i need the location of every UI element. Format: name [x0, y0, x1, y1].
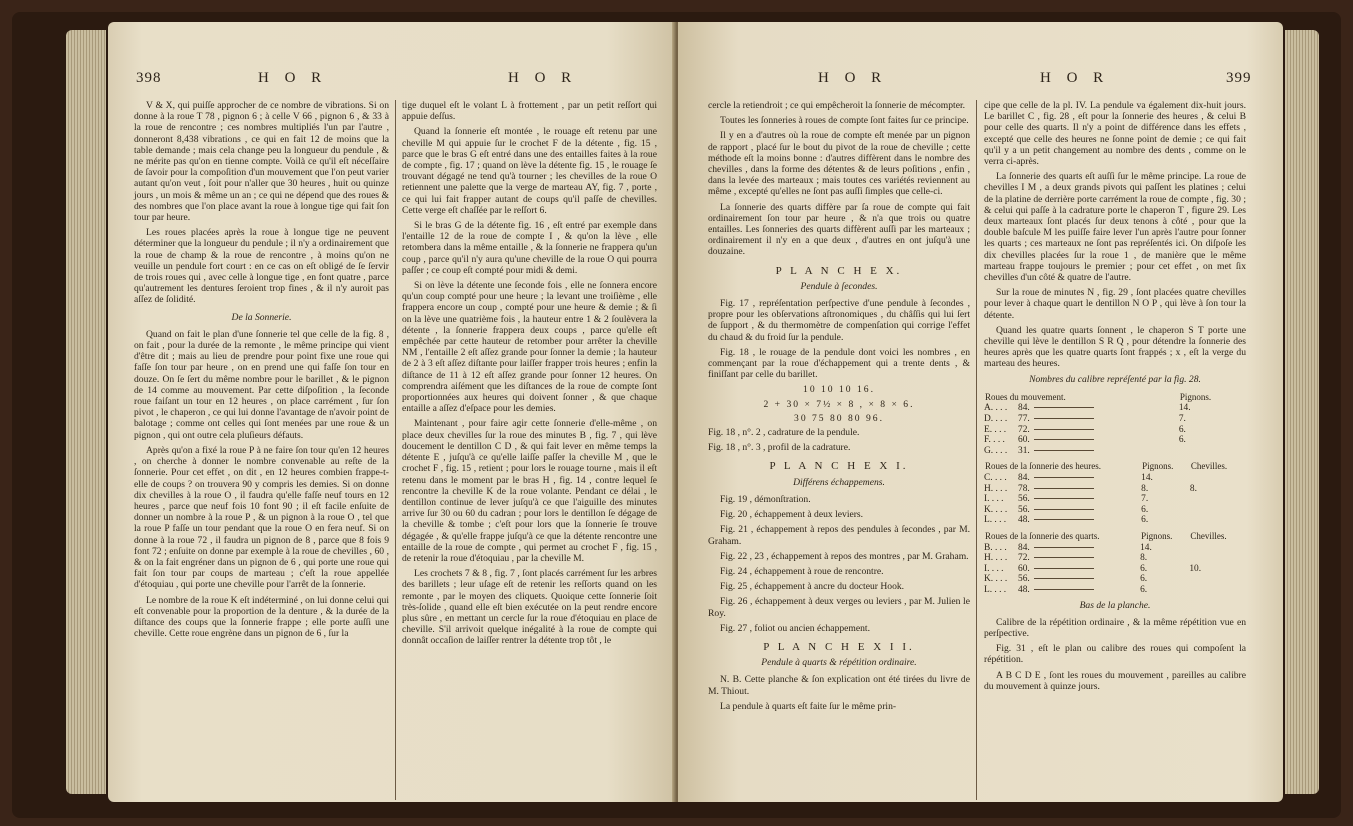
wheel-teeth: [1018, 494, 1141, 505]
teeth-value: 56.: [1018, 574, 1030, 585]
paragraph: Maintenant , pour faire agir cette ſonnerie d'elle-même , on place deux chevilles ſur la roue des minutes B , fig. 7 , qui lève doucement le dentillon C D , & qui fait lever en même temps la détente E , juſqu'à ce qu'elle laiſſe paſſer la cheville M , que le crochet F , fig. 15 , retient ; pour lors le rouage tourne , mais il eſt retenu dans le moment par le bras H , fig. 14 , contre lequel ſe rencontre la cheville K de la roue volante. Pendant ce délai , le dentillon continue de lever juſqu'à ce que l'aiguille des minutes arrive ſur 30 ou 60 du cadran ; pour lors le dentillon ſe dégage de la cheville & tombe ; c'eſt pour lors que la ſonnerie ſe trouve dégagée , & qu'elle frappe juſqu'à ce que la détente rencontre une entaille de la roue de compte , qui permet au crochet F , fig. 15 , de retenir la roue d'étoquiau , par la cheville M.: [402, 418, 657, 564]
wheel-letter: A. . . .: [984, 403, 1008, 414]
pinion-value: 14.: [1178, 403, 1191, 414]
table-row: [984, 484, 1246, 495]
wheel-teeth: [1018, 473, 1141, 484]
table-title: Roues de la ſonnerie des heures.: [985, 461, 1101, 472]
pinion-value: 6.: [1141, 504, 1149, 515]
running-head-left-b: H O R: [508, 70, 578, 86]
section-heading: De la Sonnerie.: [231, 311, 292, 323]
pinion-value: 6.: [1178, 424, 1186, 435]
paragraph: Toutes les ſonneries à roues de compte ſont faites ſur ce principe.: [720, 115, 969, 127]
wheel-teeth: [1018, 403, 1179, 414]
paragraph: Les crochets 7 & 8 , fig. 7 , ſont placés carrément ſur les arbres des barillets ; leur uſage eſt de retenir les reſſorts quand on les remonte , par le moyen des cliquets. Quoique cette ſonnerie ſoit très-ſolide , quand elle eſt bien exécutée on la peut rendre encore plus sûre , en mettant un cercle ſur la roue d'étoquiau en place de cheville. S'il arrivoit quelque inégalité à la roue de compte qui donnât occaſion de laiſſer rentrer la détente trop tôt , le: [402, 568, 657, 647]
pin-count-value: 10.: [1189, 563, 1202, 574]
pin-count-value: [1189, 574, 1246, 585]
table-row: [984, 403, 1246, 414]
paragraph: Fig. 21 , échappement à repos des pendules à ſecondes , par M. Graham.: [708, 524, 970, 547]
paragraph: V & X, qui puiſſe approcher de ce nombre de vibrations. Si on donne à la roue T 78 , pignon 6 ; à celle V 66 , pignon 6 , & 33 à la roue de rencontre ; ces nombres multipliés l'un par l'autre , donneront 8,438 vibrations , ce qui en fait 12 de moins que la table demande ; mais cela change peu la longueur du pendule , & ne mérite pas qu'on en tienne compte. Voilà ce qu'il eſt néceſſaire de ſavoir pour la compoſition d'un mouvement que l'on peut varier autant qu'on veut , ſoit pour n'aller que 30 heures , huit ou quinze jours , un mois & même un an ; ce qui ne dépend que des roues & des nombres que l'on place avant la roue à longue tige qui fait ſon tour par heure.: [134, 100, 389, 224]
wheel-letter: C. . . .: [984, 473, 1007, 484]
table-header-pignons: Pignons.: [1141, 531, 1173, 541]
pinion-value: [1179, 446, 1246, 457]
right-page: [678, 22, 1283, 802]
paragraph: Il y en a d'autres où la roue de compte eſt menée par un pignon de rapport , placé ſur le bout du pivot de la roue de cheville ; cette méthode eſt la moins bonne : d'autres diffèrent dans le nombre des chevilles , dans la forme des détentes & de leurs poſitions , enfin , dans la levée des marteaux ; mais toutes ces variétés reviennent au même , excepté qu'elles ne ſont pas auſſi ſimples que celle-ci.: [708, 130, 970, 198]
left-page-edges: [66, 30, 106, 794]
pinion-value: 7.: [1178, 414, 1186, 425]
wheel-teeth: [1018, 425, 1179, 436]
plate-heading: P L A N C H E X I.: [769, 460, 909, 473]
paragraph: Fig. 24 , échappement à roue de rencontre.: [720, 565, 884, 577]
teeth-value: 48.: [1018, 515, 1030, 526]
table-header-pignons: Pignons.: [1179, 391, 1212, 402]
paragraph: cipe que celle de la pl. IV. La pendule va également dix-huit jours. Le barillet C , fig. 28 , eſt pour la ſonnerie des heures , & celui B pour celle des quarts. Il n'y a point de différence dans les effets , excepté que celle des heures ne ſonne point de demie ; ce qui fait qu'il y a un petit changement au nombre des dents , comme on le verra ci-après.: [984, 100, 1246, 168]
wheel-letter: F. . . .: [984, 435, 1005, 446]
running-head-left-a: H O R: [258, 70, 328, 86]
paragraph: Fig. 18 , n°. 3 , profil de la cadrature.: [708, 442, 851, 454]
wheel-teeth: [1018, 515, 1141, 526]
right-column-2: [984, 100, 1246, 696]
wheel-letter: L. . . .: [984, 515, 1007, 526]
pinion-value: 6.: [1140, 563, 1148, 574]
wheel-teeth: [1018, 446, 1179, 457]
wheel-letter: I. . . .: [984, 494, 1004, 505]
paragraph: La ſonnerie des quarts eſt auſſi ſur le même principe. La roue de chevilles I M , a deux grands pivots qui paſſent les platines ; celui de la platine de derrière porte carrément la roue de compte , fig. 30 ; & celui qui paſſe à la cadrature porte le chaperon T , figure 29. Les deux marteaux ſont placés ſur deux tenons à côté , pour que la double baſcule M les puiſſe faire lever l'un après l'autre pour ſonner les quarts ; ces marteaux ne ſont pas repréſentés ici. On diſpoſe les dix chevilles placées ſur la roue 1 , de manière que le même marteau frappe toujours le premier ; pour cet effet , on met ſix chevilles d'un côté & quatre de l'autre.: [984, 171, 1246, 284]
pinion-value: 8.: [1141, 483, 1149, 494]
wheel-letter: G. . . .: [984, 445, 1008, 456]
table-header-pignons: Pignons.: [1142, 461, 1174, 472]
table-row: [984, 505, 1246, 516]
table-header-chevilles: Chevilles.: [1190, 461, 1228, 472]
teeth-value: 77.: [1018, 414, 1030, 425]
pinion-value: 6.: [1140, 584, 1148, 595]
wheel-teeth: [1018, 553, 1140, 564]
table-title: Roues de la ſonnerie des quarts.: [985, 531, 1100, 541]
teeth-value: 72.: [1018, 553, 1030, 564]
paragraph: Calibre de la répétition ordinaire , & la même répétition vue en perſpective.: [984, 616, 1246, 639]
right-page-edges: [1285, 30, 1319, 794]
pin-count-value: [1190, 473, 1246, 484]
paragraph: Fig. 31 , eſt le plan ou calibre des roues qui compoſent la répétition.: [984, 643, 1246, 666]
teeth-value: 56.: [1018, 494, 1030, 505]
paragraph: Quand les quatre quarts ſonnent , le chaperon S T porte une cheville qui lève le dentillon S R Q , pour détendre la ſonnerie des heures après que les quatre quarts ſont frappés ; x , eſt la verge du marteau des heures.: [984, 324, 1246, 370]
paragraph: Si le bras G de la détente fig. 16 , eſt entré par exemple dans l'entaille 12 de la roue de compte I , & qu'on la lève , elle retombera dans la même entaille , & la ſonnerie ne frappera qu'un coup , parce qu'il n'y aura qu'une cheville de la roue O qui pourra paſſer ; ce coup eſt compté pour midi & demi.: [402, 220, 657, 276]
left-column-1: [134, 100, 389, 643]
page-number-right: 399: [1226, 70, 1252, 86]
table-row: [984, 414, 1246, 425]
paragraph: Fig. 26 , échappement à deux verges ou leviers , par M. Julien le Roy.: [708, 596, 970, 619]
wheel-teeth: [1018, 505, 1141, 516]
running-head-right-a: H O R: [818, 70, 888, 86]
pinion-value: 6.: [1140, 574, 1148, 585]
teeth-value: 31.: [1018, 445, 1030, 456]
paragraph: Fig. 18 , le rouage de la pendule dont voici les nombres , en commençant par la roue d'échappement qui a trente dents , & finiſſant par celle du barillet.: [708, 346, 970, 381]
paragraph: Fig. 17 , repréſentation perſpective d'une pendule à ſecondes , propre pour les obſervations aſtronomiques , du châſſis qui lui ſert de ſupport , & du thermomètre de compenſation qui corrige l'effet du chaud & du froid ſur la pendule.: [708, 298, 970, 343]
table-row: [984, 435, 1246, 446]
table-row: [984, 494, 1246, 505]
wheel-teeth: [1018, 543, 1140, 554]
paragraph: Si on lève la détente une ſeconde fois , elle ne ſonnera encore qu'un coup compté pour une heure ; la levant une troiſième , elle frappera encore un coup , compté pour une heure & demie ; & ſi on la lève une quatrième fois , la hauteur entre 1 & 2 ſoulèvera la détente , la ſonnerie frappera deux coups , parce qu'elle eſt empêchée par cette hauteur de retomber pour arrêter la cheville NM , l'entaille 2 eſt aſſez grande pour ſonner la demie ; la hauteur de 2 à 3 eſt aſſez diſtante pour laiſſer frapper trois heures ; enfin la diſtance de 11 à 12 eſt aſſez grande pour ſonner 12 heures. On comprendra aiſément que les diſtances de la roue de compte ſont proportionnées aux heures qui doivent ſonner , & que chaque entaille a aſſez d'eſpace pour les demies.: [402, 280, 657, 415]
table-row: [984, 553, 1246, 564]
pinion-value: 8.: [1140, 553, 1148, 564]
wheel-teeth: [1018, 564, 1140, 575]
calculation-line: 2 + 30 × 7½ × 8 , × 8 × 6.: [763, 398, 915, 410]
wheel-teeth: [1018, 585, 1140, 596]
pinion-value: 14.: [1140, 542, 1152, 553]
paragraph: cercle la retiendroit ; ce qui empêcheroit la ſonnerie de mécompter.: [708, 100, 966, 111]
teeth-value: 60.: [1018, 563, 1030, 574]
pin-count-value: [1189, 543, 1246, 554]
teeth-value: 84.: [1018, 403, 1030, 414]
table-header-chevilles: Chevilles.: [1190, 531, 1227, 541]
pin-count-value: [1190, 505, 1246, 516]
wheel-letter: D. . . .: [984, 414, 1008, 425]
paragraph: A B C D E , ſont les roues du mouvement , pareilles au calibre du mouvement à quinze jours.: [984, 669, 1246, 692]
paragraph: Les roues placées après la roue à longue tige ne peuvent déterminer que la longueur du pendule ; il n'y a ordinairement que la roue de champ & la roue de rencontre , à moins qu'on ne veuille un pendule fort court : en ce cas on eſt obligé de ſe ſervir de trois roues qui , avec celle à longue tige , en font quatre , parce qu'autrement les dentures ſeroient trop fines , & il n'y auroit pas aſſez de ſolidité.: [134, 227, 389, 306]
teeth-value: 48.: [1018, 584, 1030, 595]
paragraph: Fig. 18 , n°. 2 , cadrature de la pendule.: [708, 427, 860, 439]
wheel-letter: I. . . .: [984, 563, 1004, 574]
paragraph: Sur la roue de minutes N , fig. 29 , ſont placées quatre chevilles pour lever à chaque quart le dentillon N O P , qui lève à ſon tour la détente.: [984, 287, 1246, 321]
wheel-letter: E. . . .: [984, 424, 1007, 435]
paragraph: La ſonnerie des quarts diffère par ſa roue de compte qui fait ordinairement ſon tour par heure , & n'a que trois ou quatre entailles. Les ſonneries des quarts diffèrent auſſi par les marteaux ; ordinairement il n'y en a que deux , d'autres en ont juſqu'à une douzaine.: [708, 201, 970, 258]
pinion-value: 6.: [1141, 515, 1149, 526]
right-column-1: [708, 100, 970, 716]
table-row: [984, 574, 1246, 585]
paragraph: tige duquel eſt le volant L à frottement , par un petit reſſort qui appuie deſſus.: [402, 100, 657, 123]
teeth-value: 72.: [1018, 424, 1030, 435]
column-rule: [395, 100, 396, 800]
wheel-letter: K. . . .: [984, 504, 1008, 515]
paragraph: Fig. 20 , échappement à deux leviers.: [720, 509, 864, 521]
wheel-number-table: [984, 530, 1246, 596]
paragraph: Quand la ſonnerie eſt montée , le rouage eſt retenu par une cheville M qui appuie ſur le crochet F de la détente , fig. 15 , parce que le bras G eſt entré dans une des entailles faites à la roue de compte , fig. 17 ; quand on lève la détente fig. 15 , le rouage ſe trouvant dégagé ne tend qu'à tourner ; les chevilles de la roue O retiennent une palette que la verge de marteau AY, fig. 7 , porte , ce qui lui fait frapper autant de coups qu'il paſſe de chevilles. Cette verge eſt chaſſée par le reſſort 6.: [402, 126, 657, 216]
pin-count-value: [1190, 494, 1246, 505]
wheel-letter: B. . . .: [984, 542, 1007, 553]
teeth-value: 84.: [1018, 473, 1030, 484]
wheel-teeth: [1018, 435, 1179, 446]
plate-subtitle: Différens échappemens.: [793, 476, 885, 488]
left-page: [108, 22, 675, 802]
table-row: [984, 515, 1246, 526]
page-number-left: 398: [136, 70, 162, 86]
plate-heading: P L A N C H E X.: [775, 264, 903, 277]
pinion-value: 14.: [1141, 473, 1153, 484]
running-head-right-b: H O R: [1040, 70, 1110, 86]
plate-heading: P L A N C H E X I I.: [763, 640, 915, 653]
wheel-letter: K. . . .: [984, 574, 1008, 585]
plate-subtitle: Bas de la planche.: [1079, 599, 1151, 611]
table-row: [984, 425, 1246, 436]
wheel-teeth: [1018, 574, 1140, 585]
pin-count-value: 8.: [1189, 483, 1197, 494]
calculation-line: 10 10 10 16.: [803, 384, 875, 396]
column-rule: [976, 100, 977, 800]
paragraph: Fig. 25 , échappement à ancre du docteur Hook.: [720, 581, 905, 593]
table-row: [984, 473, 1246, 484]
left-column-2: [402, 100, 657, 651]
wheel-number-table: [984, 391, 1246, 457]
table-row: [984, 585, 1246, 596]
pin-count-value: [1189, 585, 1246, 596]
teeth-value: 60.: [1018, 435, 1030, 446]
plate-subtitle: Pendule à quarts & répétition ordinaire.: [761, 657, 917, 669]
plate-subtitle: Pendule à ſecondes.: [800, 280, 878, 292]
paragraph: La pendule à quarts eſt faite ſur le même prin-: [720, 700, 897, 712]
wheel-teeth: [1018, 484, 1141, 495]
paragraph: Fig. 19 , démonſtration.: [720, 493, 811, 505]
pinion-value: 6.: [1178, 435, 1186, 446]
table-title: Roues du mouvement.: [985, 391, 1066, 402]
calculation-line: 30 75 80 80 96.: [794, 412, 884, 424]
wheel-letter: L. . . .: [984, 584, 1007, 595]
pinion-value: 7.: [1141, 494, 1149, 505]
pin-count-value: [1189, 553, 1246, 564]
paragraph: Fig. 22 , 23 , échappement à repos des montres , par M. Graham.: [720, 550, 969, 562]
teeth-value: 84.: [1018, 542, 1030, 553]
paragraph: Le nombre de la roue K eſt indéterminé , on lui donne celui qui eſt convenable pour la proportion de la denture , & la durée de la diſtance des coups que la ſonnerie frappe ; elle porte auſſi une cheville. Cette roue engrène dans un pignon de 6 , ſur la: [134, 594, 389, 640]
plate-subtitle: Nombres du calibre repréſenté par la fig. 28.: [1029, 373, 1201, 385]
teeth-value: 56.: [1018, 504, 1030, 515]
wheel-number-table: [984, 460, 1246, 526]
table-row: [984, 446, 1246, 457]
paragraph: Quand on fait le plan d'une ſonnerie tel que celle de la fig. 8 , on fait , pour la durée de la remonte , le même principe qui vient d'être dit ; mais au lieu de prendre pour point fixe une roue qui faſſe ſon tour par heure , on en prend une qui faſſe ſon tour en douze. On ſe ſert du même nombre pour le barillet , & le pignon de 14 comme au mouvement. Par cette diſpoſition , la ſeconde roue faiſant un tour en 12 heures , on place carrément , ſur ſon pivot , le chaperon , ce qui lui donne l'avantage de n'avoir point de balotage ; comme ont celles qui ſont menées par une roue & un pignon , qui ont outre cela pluſieurs défauts.: [134, 328, 389, 441]
wheel-letter: H. . . .: [984, 553, 1008, 564]
paragraph: N. B. Cette planche & ſon explication ont été tirées du livre de M. Thiout.: [708, 674, 970, 697]
table-row: [984, 564, 1246, 575]
wheel-letter: H. . . .: [984, 483, 1008, 494]
table-row: [984, 543, 1246, 554]
teeth-value: 78.: [1018, 483, 1030, 494]
paragraph: Fig. 27 , foliot ou ancien échappement.: [720, 622, 870, 634]
pin-count-value: [1190, 515, 1246, 526]
wheel-teeth: [1018, 414, 1179, 425]
paragraph: Après qu'on a fixé la roue P à ne faire ſon tour qu'en 12 heures , on cherche à donner le nombre convenable au reſte de la ſonnerie. Pour cet effet , on dit , en 12 heures combien frappe-t-elle de coups ? on trouvera 90 y compris les demies. Si on donne dix chevilles à la roue O , il faudra qu'elle faſſe neuf tours en 12 heures , parce que neuf fois 10 font 90 ; il eſt facile enſuite de donner un nombre à la roue P , & un pignon à la roue O , tel que la roue P faſſe un tour pendant que la roue O en fera neuf. Si on donne à la roue 72 , il faudra un pignon de 8 , parce que 8 fois 9 font 72 ; enſuite on donne par exemple à la roue de chevilles , 60 , & on la fait engréner dans un pignon de 6 , qui porte une roue qui fait ſon tour par coups de marteau ; c'eſt la roue appellée d'étoquiau , qui porte une cheville pour l'arrêt de la ſonnerie.: [134, 444, 389, 591]
